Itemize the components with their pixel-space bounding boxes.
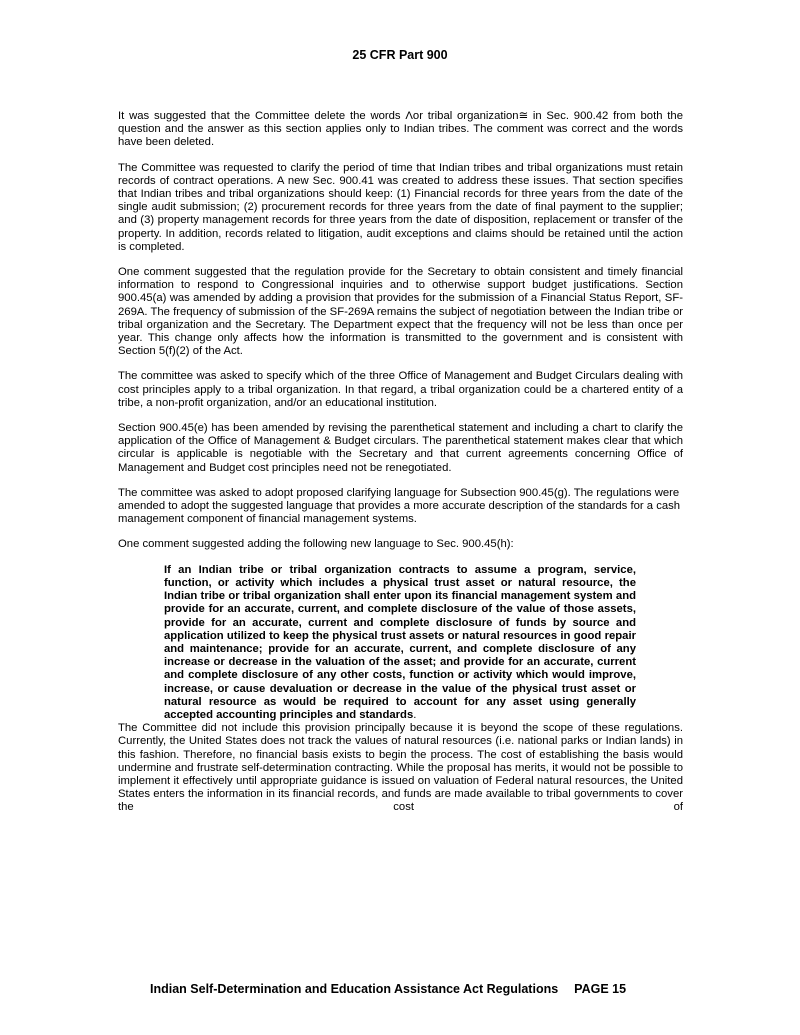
page-footer [150, 982, 626, 996]
paragraph-financial-status-report: One comment suggested that the regulation provide for the Secretary to obtain consistent and timely financial information to respond to Congressional inquiries and to otherwise support budget justifications. Section 900.45(a) was amended by adding a provision that provides for the submission of a Financial Status Report, SF-269A. The frequency of submission of the SF-269A remains the subject of negotiation between the Indian tribe or tribal organization and the Secretary. The Department expect that the frequency will not be less than once per year. This change only affects how the information is transmitted to the government and is consistent with Section 5(f)(2) of the Act. [118, 266, 683, 358]
block-quote-text: If an Indian tribe or tribal organization contracts to assume a program, service, function, or activity which includes a physical trust asset or natural resource, the Indian tribe or tribal organization shall enter upon its financial management system and provide for an accurate, current, and complete disclosure of the value of those assets, provide for an accurate, current and complete disclosure of funds by source and application utilized to keep the physical trust assets or natural resources in good repair and maintenance; provide for an accurate, current, and complete disclosure of any increase or decrease in the valuation of the asset; and provide for an accurate, current and complete disclosure of any other costs, function or activity which would improve, increase, or cause devaluation or decrease in the value of the physical trust asset or natural resource as would be required to account for any asset using generally accepted accounting principles and standards [164, 563, 636, 721]
paragraph-cash-management: The committee was asked to adopt proposed clarifying language for Subsection 900.45(g). The regulations were amended to adopt the suggested language that provides a more accurate description of the standards for a cash management component of financial management systems. [118, 486, 681, 526]
page-header [0, 48, 800, 62]
document-title: 25 CFR Part 900 [352, 48, 448, 62]
footer-title: Indian Self-Determination and Education Assistance Act Regulations [150, 982, 559, 996]
document-body [118, 110, 683, 815]
paragraph-record-retention: The Committee was requested to clarify the period of time that Indian tribes and tribal organizations must retain records of contract operations. A new Sec. 900.41 was created to address these issues. That section specifies that Indian tribes and tribal organizations should keep: (1) Financial records for three years from the date of the single audit submission; (2) procurement records for three years from the date of final payment to the supplier; and (3) property management records for three years from the date of disposition, replacement or transfer of the property. In addition, records related to litigation, audit exceptions and claims should be retained until the action is completed. [118, 161, 683, 253]
paragraph-section-900-45e: Section 900.45(e) has been amended by revising the parenthetical statement and including a chart to clarify the application of the Office of Management & Budget circulars. The parenthetical statement makes clear that which circular is applicable is negotiable with the Secretary and that current agreements concerning Office of Management and Budget cost principles need not be renegotiated. [118, 422, 683, 474]
paragraph-committee-decision: The Committee did not include this provision principally because it is beyond the scope of these regulations. Currently, the United States does not track the values of natural resources (i.e. national parks or Indian lands) in this fashion. Therefore, no financial basis exists to begin the process. The cost of establishing the basis would undermine and frustrate self-determination contracting. While the proposal has merits, it would not be possible to implement it effectively until appropriate guidance is issued on valuation of Federal natural resources, the United States enters the information in its financial records, and funds are made available to tribal governments to cover the cost of [118, 722, 683, 814]
paragraph-delete-words: It was suggested that the Committee delete the words Λor tribal organization≅ in Sec. 900.42 from both the question and the answer as this section applies only to Indian tribes. The comment was correct and the words have been deleted. [118, 110, 683, 149]
block-quote [164, 564, 636, 722]
paragraph-omb-circulars: The committee was asked to specify which of the three Office of Management and Budget Circulars dealing with cost principles apply to a tribal organization. In that regard, a tribal organization could be a chartered entity of a tribe, a non-profit organization, and/or an educational institution. [118, 370, 683, 409]
page-number: PAGE 15 [574, 982, 627, 996]
block-quote-end: . [413, 708, 417, 721]
paragraph-new-language-intro: One comment suggested adding the following new language to Sec. 900.45(h): [118, 538, 514, 551]
